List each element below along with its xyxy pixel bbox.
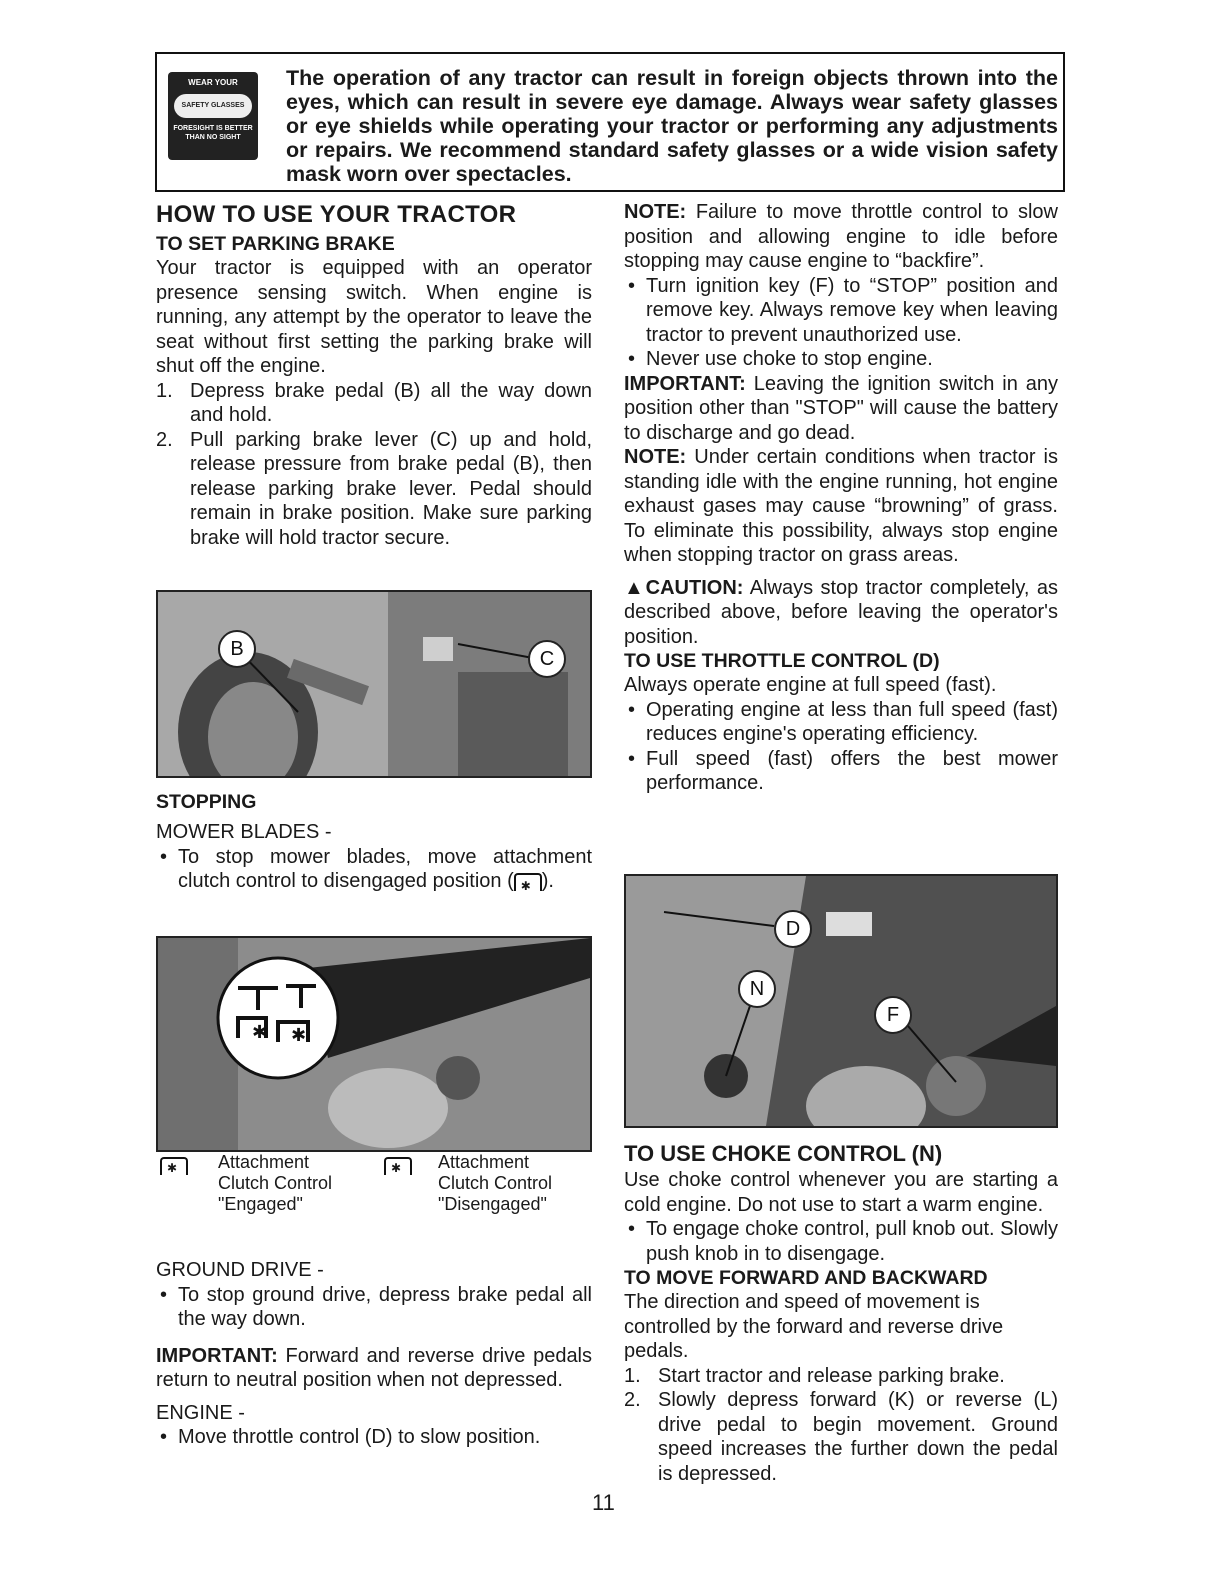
list-item: • Full speed (fast) offers the best mower performance. [628, 747, 1058, 794]
throttle-heading: TO USE THROTTLE CONTROL (D) [624, 650, 940, 672]
engine-list [156, 1425, 592, 1450]
list-item: 2. Pull parking brake lever (C) up and hold, release pressure from brake pedal (B), then release parking brake lever. Pedal should remain in brake position. Make sure parking brake will hold tractor secure. [156, 428, 592, 549]
caution-triangle-icon: ▲ [624, 576, 646, 599]
callout-b: B [218, 630, 256, 668]
move-steps [624, 1364, 1058, 1487]
mower-blades-heading: MOWER BLADES - [156, 821, 332, 843]
callout-d: D [774, 910, 812, 948]
icon-label-mid: SAFETY GLASSES [174, 94, 252, 118]
caption-line: "Disengaged" [438, 1194, 547, 1214]
list-item: 1. Depress brake pedal (B) all the way down and hold. [156, 379, 592, 426]
parking-brake-illustration [158, 592, 590, 776]
stopping-section [156, 790, 592, 894]
caption-line: Clutch Control [218, 1173, 333, 1193]
move-text: The direction and speed of movement is controlled by the forward and reverse drive pedals. [624, 1291, 1004, 1362]
list-item: 2. Slowly depress forward (K) or reverse (L) drive pedal to begin movement. Ground speed increases the further down the pedal is depressed. [624, 1389, 1058, 1485]
page-number: 11 [592, 1490, 615, 1515]
parking-brake-heading: TO SET PARKING BRAKE [156, 233, 395, 255]
caution-note: ▲CAUTION: Always stop tractor completely, as described above, before leaving the operator's position. [624, 576, 1059, 648]
ground-drive-section [156, 1258, 592, 1450]
right-column [624, 200, 1058, 796]
mower-blades-list [156, 845, 592, 894]
clutch-engaged-symbol-icon [160, 1157, 188, 1175]
attachment-clutch-illustration [158, 938, 590, 1150]
choke-section [624, 1140, 1058, 1486]
stop-engine-list [624, 274, 1058, 372]
list-item: • Never use choke to stop engine. [628, 348, 933, 370]
important-note: IMPORTANT: Forward and reverse drive pedals return to neutral position when not depressed. [156, 1344, 593, 1391]
ground-drive-heading: GROUND DRIVE - [156, 1259, 324, 1281]
parking-brake-figure [156, 590, 592, 778]
list-item: • Operating engine at less than full speed (fast) reduces engine's operating efficiency. [628, 698, 1058, 745]
caption-line: Attachment [438, 1152, 530, 1172]
choke-list [624, 1217, 1058, 1266]
note-browning: NOTE: Under certain conditions when tractor is standing idle with the engine running, hot engine exhaust gases may cause “browning” of grass. To eliminate this possibility, always stop engine when stopping tractor on grass areas. [624, 446, 1058, 566]
icon-label-bottom: FORESIGHT IS BETTER THAN NO SIGHT [173, 125, 253, 141]
caption-disengaged [378, 1152, 592, 1215]
stopping-heading: STOPPING [156, 791, 257, 813]
caption-engaged [156, 1152, 376, 1215]
svg-text:✱: ✱ [252, 1022, 268, 1043]
callout-n: N [738, 970, 776, 1008]
list-item: • To stop ground drive, depress brake pedal all the way down. [160, 1283, 592, 1330]
svg-text:✱: ✱ [291, 1025, 307, 1046]
list-item: • To stop mower blades, move attachment clutch control to disengaged position (✱ ). [156, 845, 592, 894]
throttle-list [624, 698, 1058, 796]
engine-controls-figure [624, 874, 1058, 1128]
list-item: • To engage choke control, pull knob out. Slowly push knob in to disengage. [628, 1218, 1058, 1265]
list-item: 1. Start tractor and release parking brake. [624, 1364, 1005, 1387]
safety-glasses-icon [168, 72, 258, 160]
choke-heading: TO USE CHOKE CONTROL (N) [624, 1141, 943, 1166]
caption-line: Clutch Control [438, 1173, 553, 1193]
parking-brake-steps [156, 379, 592, 551]
caption-line: "Engaged" [218, 1194, 303, 1214]
throttle-text: Always operate engine at full speed (fast). [624, 674, 997, 696]
callout-f: F [874, 996, 912, 1034]
engine-controls-illustration [626, 876, 1056, 1126]
clutch-disengaged-symbol-icon [384, 1157, 412, 1175]
parking-brake-text: Your tractor is equipped with an operator presence sensing switch. When engine is running, any attempt by the operator to leave the seat without first setting the parking brake will shut off the engine. [156, 257, 592, 377]
move-heading: TO MOVE FORWARD AND BACKWARD [624, 1267, 988, 1289]
clutch-disengaged-symbol-icon [514, 873, 542, 891]
left-column [156, 200, 592, 550]
callout-c: C [528, 640, 566, 678]
caption-line: Attachment [218, 1152, 310, 1172]
list-item: • Move throttle control (D) to slow position. [160, 1426, 541, 1448]
engine-heading: ENGINE - [156, 1401, 245, 1424]
attachment-clutch-figure [156, 936, 592, 1152]
important-ignition: IMPORTANT: Leaving the ignition switch in any position other than "STOP" will cause the battery to discharge and go dead. [624, 372, 1058, 444]
ground-drive-list [156, 1283, 592, 1332]
safety-warning-text: The operation of any tractor can result in foreign objects thrown into the eyes, which can result in severe eye damage. Always wear safety glasses or eye shields while operating your tractor or performing any adjustments or repairs. We recommend standard safety glasses or a wide vision safety mask worn over spectacles. [286, 66, 1058, 186]
list-item: • Turn ignition key (F) to “STOP” position and remove key. Always remove key when leaving tractor to prevent unauthorized use. [628, 274, 1058, 346]
page-title: HOW TO USE YOUR TRACTOR [156, 201, 517, 228]
icon-label-top: WEAR YOUR [188, 78, 238, 87]
note-backfire: NOTE: Failure to move throttle control to slow position and allowing engine to idle before stopping may cause engine to “backfire”. [624, 201, 1059, 272]
choke-text: Use choke control whenever you are starting a cold engine. Do not use to start a warm engine. [624, 1169, 1058, 1216]
